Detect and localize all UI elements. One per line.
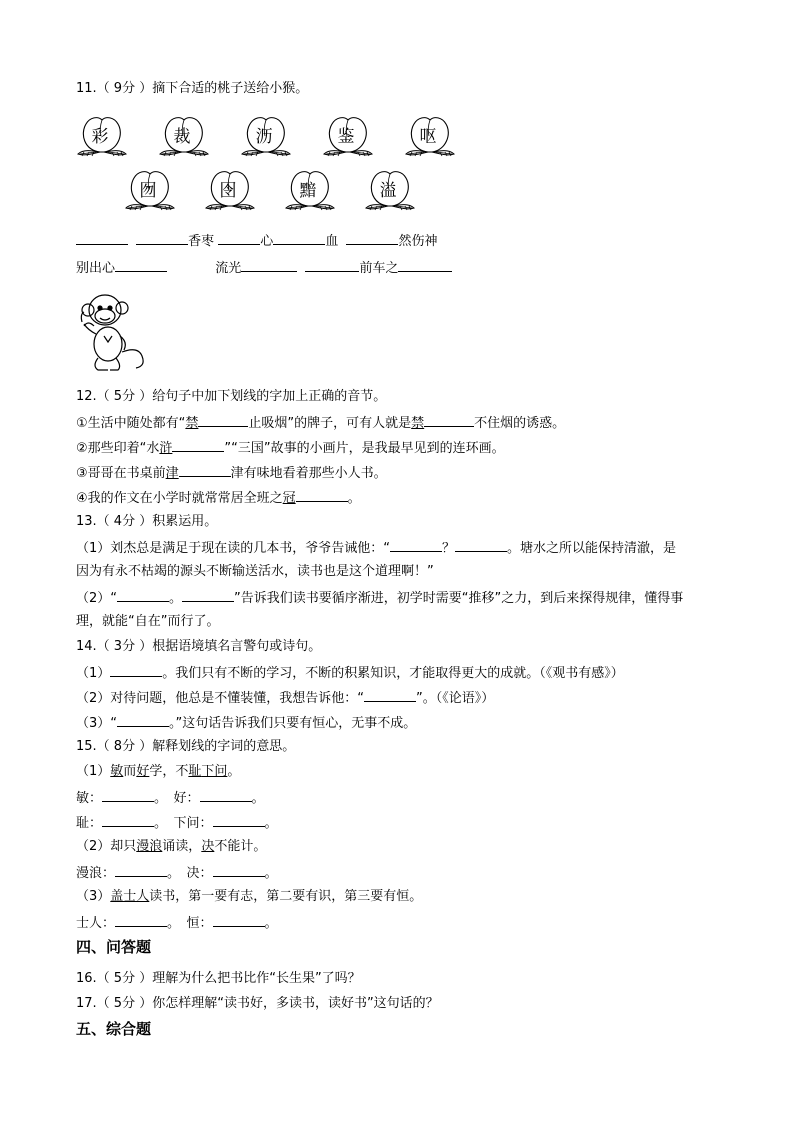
q13-title: 13.（ 4分 ）积累运用。 [76, 514, 218, 529]
text: （2）对待问题，他总是不懂装懂，我想告诉他：“ [76, 691, 365, 706]
peach-character: 裁 [173, 127, 191, 147]
peach-character: 黯 [299, 181, 317, 201]
q14-line-1 [76, 663, 624, 683]
answer-blank[interactable] [218, 231, 260, 245]
q16-text: 16.（ 5分 ）理解为什么把书比作“长生果”了吗？ [76, 971, 361, 986]
q15-answer-row-4 [76, 913, 278, 933]
answer-blank[interactable] [110, 663, 162, 677]
answer-blank[interactable] [364, 688, 416, 702]
text: 不住烟的诱惑。 [474, 416, 566, 431]
q15-answer-row-2 [76, 813, 278, 833]
text: ”。（《论语》） [416, 691, 495, 706]
q12-sentence-4 [76, 488, 361, 508]
underlined-word: 漫浪 [136, 839, 163, 854]
text: 。 [264, 816, 278, 831]
answer-blank[interactable] [213, 813, 265, 827]
answer-blank[interactable] [200, 788, 252, 802]
answer-blank[interactable] [398, 258, 452, 272]
answer-blank[interactable] [117, 588, 169, 602]
answer-blank[interactable] [102, 813, 154, 827]
answer-blank[interactable] [296, 488, 348, 502]
peach-character: 囹 [219, 181, 237, 201]
text: 耻： [76, 816, 103, 831]
text: 。 [169, 591, 183, 606]
q15-answer-row-3 [76, 863, 278, 883]
text: ”“三国”故事的小画片，是我最早见到的连环画。 [224, 441, 505, 456]
q11-fill-line-1 [76, 231, 437, 251]
q14-line-2 [76, 688, 494, 708]
text: 读书，第一要有志，第二要有识，第三要有恒。 [149, 889, 423, 904]
q15-sentence-1 [76, 763, 240, 781]
text: （3） [76, 889, 111, 904]
underlined-word: 决 [201, 839, 215, 854]
answer-blank[interactable] [213, 863, 265, 877]
monkey-illustration [78, 286, 154, 376]
answer-blank[interactable] [136, 231, 188, 245]
underlined-word: 好 [136, 764, 150, 779]
underlined-word: 下问 [201, 764, 228, 779]
text: 。 [264, 916, 278, 931]
answer-blank[interactable] [241, 258, 297, 272]
text: 止吸烟”的牌子，可有人就是 [248, 416, 412, 431]
answer-blank[interactable] [213, 913, 265, 927]
text: 。 恒： [167, 916, 213, 931]
text: （2）却只 [76, 839, 137, 854]
answer-blank[interactable] [172, 438, 224, 452]
q11-fill-line-2 [76, 258, 452, 278]
peach-character: 呕 [419, 127, 437, 147]
text: 。 [251, 791, 265, 806]
text: 。 好： [154, 791, 200, 806]
text: 津有味地看着那些小人书。 [230, 466, 387, 481]
fill-text: 血 [325, 234, 339, 249]
text: ”告诉我们读书要循序渐进，初学时需要“推移”之力，到后来探得规律，懂得事 [234, 591, 684, 606]
q15-title: 15.（ 8分 ）解释划线的字词的意思。 [76, 739, 296, 754]
peach-character: 鉴 [337, 127, 355, 147]
text: 。 [347, 491, 361, 506]
answer-blank[interactable] [117, 713, 169, 727]
underlined-char: 津 [165, 466, 179, 481]
text: 。 [264, 866, 278, 881]
fill-text: 心 [260, 234, 274, 249]
text: 。我们只有不断的学习，不断的积累知识，才能取得更大的成就。（《观书有感》） [162, 666, 624, 681]
q13-line-4: 理，就能“自在”而行了。 [76, 614, 220, 629]
underlined-word: 敏 [110, 764, 124, 779]
fill-text: 然伤神 [398, 234, 438, 249]
q12-sentence-2 [76, 438, 505, 458]
q15-answer-row-1 [76, 788, 265, 808]
text: 不能计。 [214, 839, 267, 854]
answer-blank[interactable] [273, 231, 325, 245]
underlined-char: 冠 [282, 491, 296, 506]
q17-text: 17.（ 5分 ）你怎样理解“读书好，多读书，读好书”这句话的？ [76, 996, 439, 1011]
q14-title: 14.（ 3分 ）根据语境填名言警句或诗句。 [76, 639, 322, 654]
answer-blank[interactable] [102, 788, 154, 802]
text: （2）“ [76, 591, 118, 606]
q13-line-2: 因为有永不枯竭的源头不断输送活水，读书也是这个道理啊！” [76, 564, 434, 579]
peach-character: 彩 [91, 127, 109, 147]
text: 漫浪： [76, 866, 116, 881]
q14-line-3 [76, 713, 416, 733]
text: （1） [76, 666, 111, 681]
text: 。 决： [167, 866, 213, 881]
section-heading-5: 五、综合题 [76, 1020, 152, 1038]
answer-blank[interactable] [424, 413, 474, 427]
answer-blank[interactable] [115, 863, 167, 877]
q12-title: 12.（ 5分 ）给句子中加下划线的字加上正确的音节。 [76, 389, 387, 404]
text: 士人： [76, 916, 116, 931]
underlined-word: 盖士人 [110, 889, 150, 904]
text: ①生活中随处都有“ [76, 416, 186, 431]
text: 而 [123, 764, 137, 779]
peach-character: 囫 [139, 181, 157, 201]
underlined-char: 禁 [185, 416, 199, 431]
text: 。 下问： [154, 816, 213, 831]
q13-line-1 [76, 538, 676, 558]
fill-text: 别出心 [76, 261, 116, 276]
underlined-word: 耻 [188, 764, 202, 779]
answer-blank[interactable] [346, 231, 398, 245]
q12-sentence-1 [76, 413, 565, 433]
answer-blank[interactable] [305, 258, 359, 272]
text: （1） [76, 764, 111, 779]
text: ③哥哥在书桌前 [76, 466, 166, 481]
answer-blank[interactable] [115, 913, 167, 927]
peach-character: 溢 [379, 181, 397, 201]
fill-text: 流光 [215, 261, 242, 276]
underlined-char: 禁 [411, 416, 425, 431]
text: ？ [442, 541, 456, 556]
peach-character: 沥 [255, 127, 273, 147]
answer-blank[interactable] [115, 258, 167, 272]
text: 学，不 [149, 764, 189, 779]
answer-blank[interactable] [182, 588, 234, 602]
answer-blank[interactable] [76, 231, 128, 245]
text: ②那些印着“水 [76, 441, 160, 456]
text: 。”这句话告诉我们只要有恒心，无事不成。 [169, 716, 417, 731]
text: （1）刘杰总是满足于现在读的几本书，爷爷告诫他：“ [76, 541, 391, 556]
text: ④我的作文在小学时就常常居全班之 [76, 491, 283, 506]
answer-blank[interactable] [390, 538, 442, 552]
text: 。塘水之所以能保持清澈，是 [507, 541, 677, 556]
answer-blank[interactable] [198, 413, 248, 427]
q13-line-3 [76, 588, 683, 608]
section-heading-4: 四、问答题 [76, 938, 152, 956]
q12-sentence-3 [76, 463, 387, 483]
fill-text: 香枣 [188, 234, 215, 249]
answer-blank[interactable] [455, 538, 507, 552]
text: （3）“ [76, 716, 118, 731]
q15-sentence-3 [76, 888, 422, 906]
answer-blank[interactable] [179, 463, 231, 477]
text: 敏： [76, 791, 103, 806]
underlined-char: 浒 [159, 441, 173, 456]
text: 诵读， [162, 839, 202, 854]
q15-sentence-2 [76, 838, 266, 856]
text: 。 [227, 764, 241, 779]
fill-text: 前车之 [359, 261, 399, 276]
q11-title: 11.（ 9分 ）摘下合适的桃子送给小猴。 [76, 81, 309, 96]
